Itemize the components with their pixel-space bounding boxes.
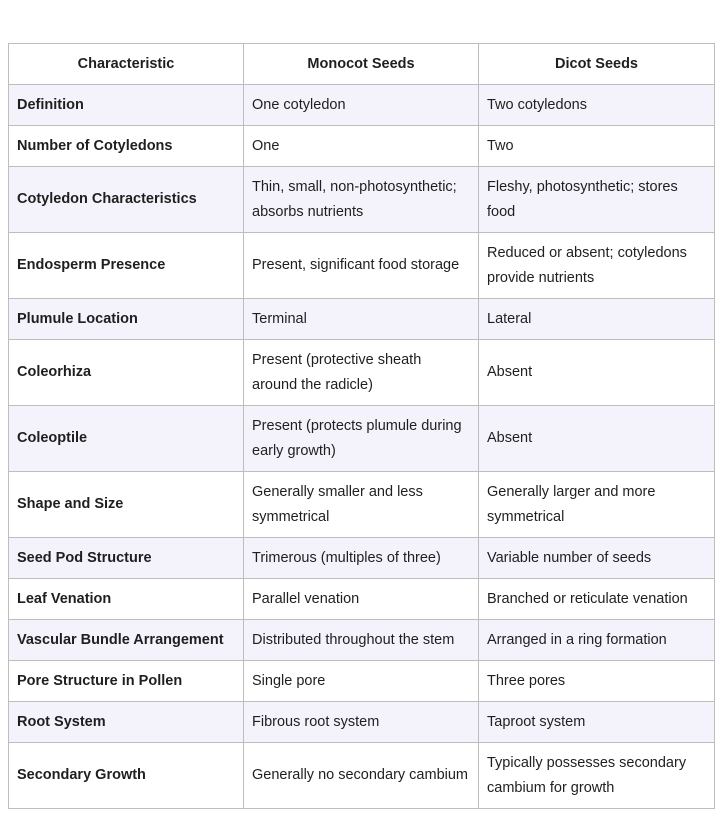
row-dicot-value: Fleshy, photosynthetic; stores food (479, 167, 715, 233)
row-monocot-value: Fibrous root system (244, 702, 479, 743)
table-row (9, 167, 715, 233)
header-dicot-seeds: Dicot Seeds (479, 44, 715, 85)
row-monocot-value: Present, significant food storage (244, 233, 479, 299)
table-row (9, 579, 715, 620)
row-characteristic: Plumule Location (9, 299, 244, 340)
row-monocot-value: One cotyledon (244, 85, 479, 126)
table-row (9, 299, 715, 340)
row-dicot-value: Branched or reticulate venation (479, 579, 715, 620)
row-characteristic: Coleoptile (9, 406, 244, 472)
table-header (9, 44, 715, 85)
table-row (9, 340, 715, 406)
row-characteristic: Endosperm Presence (9, 233, 244, 299)
row-monocot-value: Generally smaller and less symmetrical (244, 472, 479, 538)
row-characteristic: Leaf Venation (9, 579, 244, 620)
row-monocot-value: Present (protects plumule during early growth) (244, 406, 479, 472)
row-characteristic: Shape and Size (9, 472, 244, 538)
table-row (9, 743, 715, 809)
table-row (9, 661, 715, 702)
table-row (9, 472, 715, 538)
row-dicot-value: Generally larger and more symmetrical (479, 472, 715, 538)
row-dicot-value: Absent (479, 406, 715, 472)
row-monocot-value: One (244, 126, 479, 167)
row-characteristic: Pore Structure in Pollen (9, 661, 244, 702)
row-characteristic: Seed Pod Structure (9, 538, 244, 579)
row-dicot-value: Typically possesses secondary cambium for growth (479, 743, 715, 809)
row-dicot-value: Absent (479, 340, 715, 406)
row-characteristic: Cotyledon Characteristics (9, 167, 244, 233)
row-monocot-value: Present (protective sheath around the radicle) (244, 340, 479, 406)
row-monocot-value: Single pore (244, 661, 479, 702)
table-row (9, 406, 715, 472)
header-monocot-seeds: Monocot Seeds (244, 44, 479, 85)
row-dicot-value: Variable number of seeds (479, 538, 715, 579)
row-monocot-value: Trimerous (multiples of three) (244, 538, 479, 579)
row-dicot-value: Arranged in a ring formation (479, 620, 715, 661)
row-monocot-value: Thin, small, non-photosynthetic; absorbs nutrients (244, 167, 479, 233)
row-monocot-value: Generally no secondary cambium (244, 743, 479, 809)
table-row (9, 126, 715, 167)
row-characteristic: Coleorhiza (9, 340, 244, 406)
row-characteristic: Vascular Bundle Arrangement (9, 620, 244, 661)
row-characteristic: Number of Cotyledons (9, 126, 244, 167)
row-dicot-value: Two (479, 126, 715, 167)
header-characteristic: Characteristic (9, 44, 244, 85)
row-monocot-value: Terminal (244, 299, 479, 340)
row-characteristic: Root System (9, 702, 244, 743)
header-row (9, 44, 715, 85)
table-body (9, 85, 715, 809)
row-dicot-value: Reduced or absent; cotyledons provide nutrients (479, 233, 715, 299)
row-dicot-value: Two cotyledons (479, 85, 715, 126)
row-characteristic: Definition (9, 85, 244, 126)
comparison-table-container (8, 43, 714, 809)
row-characteristic: Secondary Growth (9, 743, 244, 809)
row-dicot-value: Lateral (479, 299, 715, 340)
row-monocot-value: Parallel venation (244, 579, 479, 620)
table-row (9, 233, 715, 299)
table-row (9, 702, 715, 743)
row-dicot-value: Three pores (479, 661, 715, 702)
table-row (9, 620, 715, 661)
table-row (9, 538, 715, 579)
row-dicot-value: Taproot system (479, 702, 715, 743)
table-row (9, 85, 715, 126)
row-monocot-value: Distributed throughout the stem (244, 620, 479, 661)
monocot-dicot-comparison-table (8, 43, 715, 809)
